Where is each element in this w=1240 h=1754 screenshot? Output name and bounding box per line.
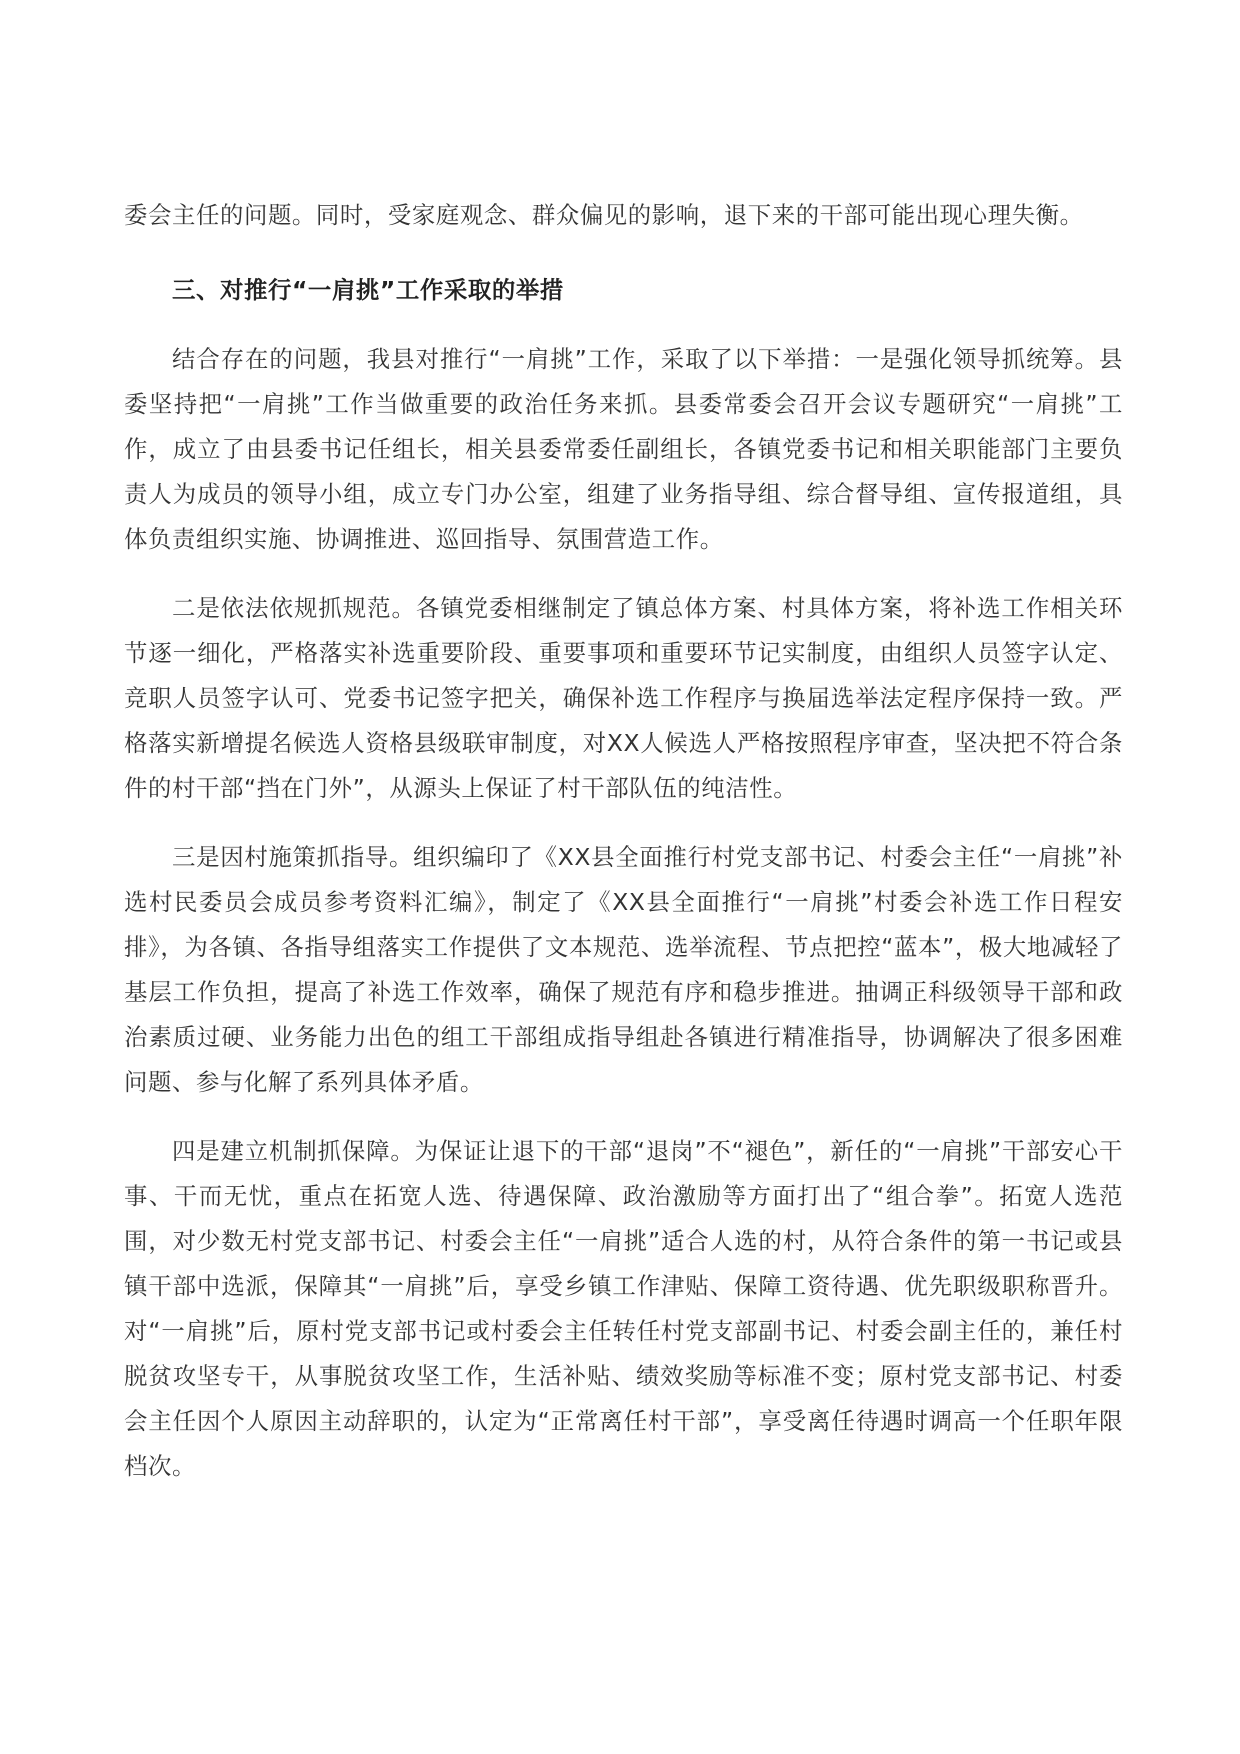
- paragraph-spacer: [124, 313, 1123, 337]
- paragraph-spacer: [124, 238, 1123, 268]
- paragraph-spacer: [124, 811, 1123, 835]
- paragraph-spacer: [124, 1105, 1123, 1129]
- continuation-paragraph: 委会主任的问题。同时，受家庭观念、群众偏见的影响，退下来的干部可能出现心理失衡。: [124, 201, 1084, 229]
- body-paragraph-mechanism: 四是建立机制抓保障。为保证让退下的干部“退岗”不“褪色”，新任的“一肩挑”干部安心干事、干而无忧，重点在拓宽人选、待遇保障、政治激励等方面打出了“组合拳”。拓宽人选范围，对少数无村党支部书记、村委会主任“一肩挑”适合人选的村，从符合条件的第一书记或县镇干部中选派，保障其“一肩挑”后，享受乡镇工作津贴、保障工资待遇、优先职级职称晋升。对“一肩挑”后，原村党支部书记或村委会主任转任村党支部副书记、村委会副主任的，兼任村脱贫攻坚专干，从事脱贫攻坚工作，生活补贴、绩效奖励等标准不变；原村党支部书记、村委会主任因个人原因主动辞职的，认定为“正常离任村干部”，享受离任待遇时调高一个任职年限档次。: [124, 1137, 1123, 1480]
- section-heading: 三、对推行“一肩挑”工作采取的举措: [172, 276, 564, 304]
- body-paragraph-guidance: 三是因村施策抓指导。组织编印了《XX县全面推行村党支部书记、村委会主任“一肩挑”补选村民委员会成员参考资料汇编》，制定了《XX县全面推行“一肩挑”村委会补选工作日程安排》，为各镇、各指导组落实工作提供了文本规范、选举流程、节点把控“蓝本”，极大地减轻了基层工作负担，提高了补选工作效率，确保了规范有序和稳步推进。抽调正科级领导干部和政治素质过硬、业务能力出色的组工干部组成指导组赴各镇进行精准指导，协调解决了很多困难问题、参与化解了系列具体矛盾。: [124, 843, 1123, 1096]
- body-paragraph-regulation: 二是依法依规抓规范。各镇党委相继制定了镇总体方案、村具体方案，将补选工作相关环节逐一细化，严格落实补选重要阶段、重要事项和重要环节记实制度，由组织人员签字认定、竞职人员签字认可、党委书记签字把关，确保补选工作程序与换届选举法定程序保持一致。严格落实新增提名候选人资格县级联审制度，对XX人候选人严格按照程序审查，坚决把不符合条件的村干部“挡在门外”，从源头上保证了村干部队伍的纯洁性。: [124, 594, 1123, 802]
- body-paragraph-leadership: 结合存在的问题，我县对推行“一肩挑”工作，采取了以下举措：一是强化领导抓统筹。县委坚持把“一肩挑”工作当做重要的政治任务来抓。县委常委会召开会议专题研究“一肩挑”工作，成立了由县委书记任组长，相关县委常委任副组长，各镇党委书记和相关职能部门主要负责人为成员的领导小组，成立专门办公室，组建了业务指导组、综合督导组、宣传报道组，具体负责组织实施、协调推进、巡回指导、氛围营造工作。: [124, 345, 1123, 553]
- document-page: [124, 193, 1123, 1489]
- paragraph-spacer: [124, 562, 1123, 586]
